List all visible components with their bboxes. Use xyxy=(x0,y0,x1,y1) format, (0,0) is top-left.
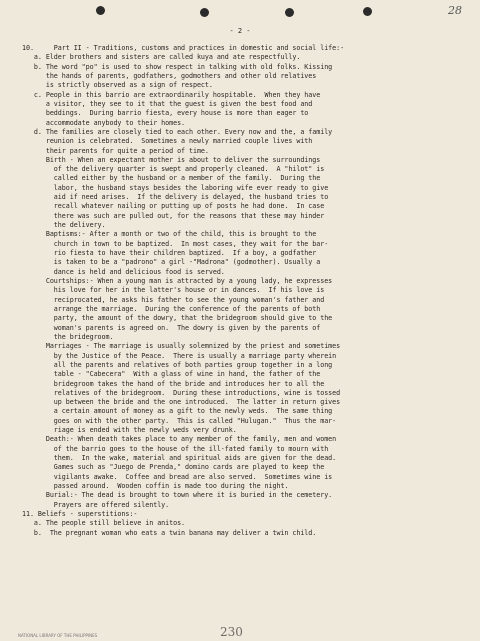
text-line: vigilants awake. Coffee and bread are also served. Sometimes wine is xyxy=(22,472,333,481)
text-line: the delivery. xyxy=(22,221,106,230)
text-line: Baptisms:- After a month or two of the child, this is brought to the xyxy=(22,230,317,239)
text-line: woman's parents is agreed on. The dowry is given by the parents of xyxy=(22,323,321,332)
text-line: Prayers are offered silently. xyxy=(22,500,170,509)
text-line: party, the amount of the dowry, that the bridegroom should give to the xyxy=(22,314,333,323)
text-line: is taken to be a "padrono" a girl -"Madrona" (godmother). Usually a xyxy=(22,258,321,267)
text-line: up between the bride and the one introduced. The latter in return gives xyxy=(22,398,341,407)
text-line: a certain amount of money as a gift to the newly weds. The same thing xyxy=(22,407,333,416)
text-line: b. The pregnant woman who eats a twin banana may deliver a twin child. xyxy=(22,528,317,537)
page-number: - 2 - xyxy=(229,27,251,35)
text-line: a visitor, they see to it that the guest is given the best food and xyxy=(22,99,313,108)
punch-hole xyxy=(285,8,294,17)
text-line: is strictly observed as a sign of respect. xyxy=(22,81,213,90)
text-line: by the Justice of the Peace. There is usually a marriage party wherein xyxy=(22,351,337,360)
text-line: a. The people still believe in anitos. xyxy=(22,519,186,528)
text-line: table - "Cabecera" With a glass of wine in hand, the father of the xyxy=(22,370,321,379)
punch-hole xyxy=(96,6,105,15)
text-line: passed around. Wooden coffin is made too during the night. xyxy=(22,482,289,491)
text-line: rio fiesta to have their children baptized. If a boy, a godfather xyxy=(22,249,317,258)
text-line: Death:- When death takes place to any member of the family, men and women xyxy=(22,435,337,444)
text-line: a. Elder brothers and sisters are called kuya and ate respectfully. xyxy=(22,53,301,62)
text-line: his love for her in the latter's house or in dances. If his love is xyxy=(22,286,325,295)
text-line: 11. Beliefs - superstitions:- xyxy=(22,510,138,518)
text-line: riage is ended with the newly weds very drunk. xyxy=(22,426,237,435)
text-line: of the barrio goes to the house of the ill-fated family to mourn with xyxy=(22,444,329,453)
text-line: church in town to be baptized. In most cases, they wait for the bar- xyxy=(22,239,329,248)
text-line: called either by the husband or a member of the family. During the xyxy=(22,174,321,183)
text-line: the bridegroom. xyxy=(22,332,114,341)
text-line: d. The families are closely tied to each other. Every now and the, a family xyxy=(22,127,333,136)
text-line: aid if need arises. If the delivery is delayed, the husband tries to xyxy=(22,193,329,202)
punch-hole xyxy=(363,7,372,16)
stamped-number: 230 xyxy=(220,625,243,639)
text-line: their parents for quite a period of time. xyxy=(22,146,209,155)
text-line: recall whatever nailing or putting up of posts he had done. In case xyxy=(22,202,325,211)
text-line: b. The word "po" is used to show respect in talking with old folks. Kissing xyxy=(22,62,333,71)
text-line: reunion is celebrated. Sometimes a newly married couple lives with xyxy=(22,137,313,146)
text-line: goes on with the other party. This is called "Hulugan." Thus the mar- xyxy=(22,416,337,425)
footer-note: NATIONAL LIBRARY OF THE PHILIPPINES xyxy=(18,633,98,638)
text-line: the hands of parents, godfathers, godmothers and other old relatives xyxy=(22,71,317,80)
text-line: accommodate anybody to their homes. xyxy=(22,118,186,127)
text-line: Games such as "Juego de Prenda," domino cards are played to keep the xyxy=(22,463,325,472)
punch-hole xyxy=(200,8,209,17)
text-line: dance is held and delicious food is served. xyxy=(22,267,225,276)
text-line: Courtships:- When a young man is attracted by a young lady, he expresses xyxy=(22,277,333,285)
text-line: 10. Part II - Traditions, customs and practices in domestic and social life:- xyxy=(22,44,345,52)
handwritten-page-number: 28 xyxy=(448,4,462,17)
text-line: all the parents and relatives of both parties group together in a long xyxy=(22,360,333,369)
text-line: Birth - When an expectant mother is about to deliver the surroundings xyxy=(22,155,321,164)
text-line: them. In the wake, material and spiritual aids are given for the dead. xyxy=(22,454,337,463)
text-line: Burial:- The dead is brought to town where it is buried in the cemetery. xyxy=(22,491,333,500)
text-line: of the delivery quarter is swept and properly cleaned. A "hilot" is xyxy=(22,165,325,174)
text-line: beddings. During barrio fiesta, every house is more than eager to xyxy=(22,109,309,118)
text-line: reciprocated, he asks his father to see the young woman's father and xyxy=(22,295,325,304)
text-line: c. People in this barrio are extraordinarily hospitable. When they have xyxy=(22,90,321,99)
text-line: bridegroom takes the hand of the bride and introduces her to all the xyxy=(22,379,325,388)
text-line: arrange the marriage. During the conference of the parents of both xyxy=(22,304,321,313)
text-line: relatives of the bridegroom. During these introductions, wine is tossed xyxy=(22,388,341,397)
text-line: labor, the husband stays besides the laboring wife ever ready to give xyxy=(22,183,329,192)
text-line: there was such are pulled out, for the reasons that these may hinder xyxy=(22,211,325,220)
text-line: Marriages - The marriage is usually solemnized by the priest and sometimes xyxy=(22,342,341,351)
